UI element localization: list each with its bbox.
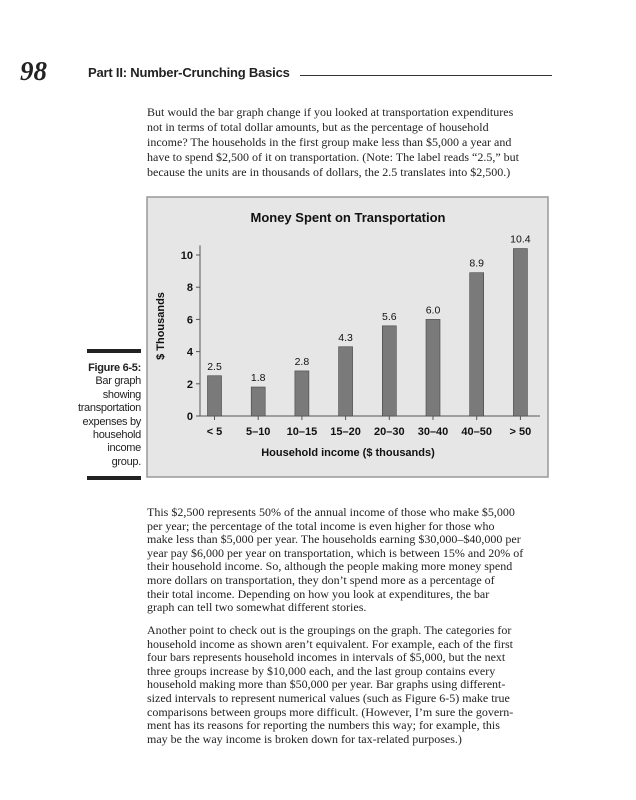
text-line: four bars represents household incomes in intervals of $5,000, but the next bbox=[147, 650, 506, 665]
text-line: comparisons between groups more difficult. (However, I’m sure the govern- bbox=[147, 704, 514, 719]
bar bbox=[339, 347, 353, 416]
y-tick-label: 8 bbox=[186, 282, 193, 295]
text-line: because the units are in thousands of dollars, the 2.5 translates into $2,500.) bbox=[147, 165, 511, 179]
caption-line: expenses by bbox=[82, 415, 141, 428]
y-axis-label: $ Thousands bbox=[155, 292, 167, 360]
bar bbox=[426, 319, 440, 416]
bar bbox=[382, 326, 396, 416]
data-label: 2.5 bbox=[207, 360, 222, 373]
text-line: But would the bar graph change if you looked at transportation expenditures bbox=[147, 105, 514, 119]
x-tick-label: < 5 bbox=[206, 426, 223, 438]
text-line: year pay $6,000 per year on transportation, which is between 15% and 20% of bbox=[147, 545, 524, 560]
page-number: 98 bbox=[20, 56, 47, 86]
part-title: Part II: Number-Crunching Basics bbox=[88, 65, 290, 80]
y-tick-label: 2 bbox=[186, 378, 193, 391]
data-label: 1.8 bbox=[250, 372, 266, 385]
chart-title: Money Spent on Transportation bbox=[250, 210, 446, 225]
text-line: household making more than $50,000 per year. Bar graphs using different- bbox=[147, 677, 506, 692]
text-line: household income as shown aren’t equivalent. For example, each of the first bbox=[147, 636, 514, 651]
text-line: Another point to check out is the groupings on the graph. The categories for bbox=[147, 623, 512, 637]
x-tick-label: 5–10 bbox=[245, 426, 271, 438]
bar bbox=[208, 376, 222, 416]
text-line: income? The households in the first group make less than $5,000 a year and bbox=[147, 135, 512, 149]
y-tick-label: 4 bbox=[186, 346, 193, 359]
text-line: sized intervals to represent numerical values (such as Figure 6-5) make true bbox=[147, 690, 510, 705]
data-label: 2.8 bbox=[294, 355, 310, 368]
bar bbox=[295, 371, 309, 416]
text-line: more dollars on transportation, they don’t spend more as a percentage of bbox=[147, 572, 495, 587]
text-line: ment has its reasons for reporting the numbers this way; for example, this bbox=[147, 718, 500, 733]
x-tick-label: 30–40 bbox=[417, 426, 449, 438]
text-line: their household income. So, although the people making more money spend bbox=[147, 559, 513, 574]
caption-line: showing bbox=[102, 388, 141, 401]
bar bbox=[470, 273, 484, 416]
y-tick-label: 0 bbox=[186, 411, 193, 423]
caption-line: household bbox=[92, 429, 141, 442]
caption-line: transportation bbox=[77, 402, 141, 415]
text-line: have to spend $2,500 of it on transportation. (Note: The label reads “2.5,” but bbox=[147, 150, 520, 164]
text-line: three groups increase by $10,000 each, and the last group contains every bbox=[147, 663, 496, 678]
caption-line: income bbox=[107, 442, 141, 455]
caption-line: group. bbox=[111, 455, 141, 468]
bar bbox=[251, 387, 265, 416]
data-label: 8.9 bbox=[469, 257, 485, 270]
data-label: 4.3 bbox=[338, 331, 353, 344]
text-line: make less than $5,000 per year. The households earning $30,000–$40,000 per bbox=[147, 532, 521, 547]
text-line: not in terms of total dollar amounts, but as the percentage of household bbox=[147, 120, 489, 134]
x-tick-label: 40–50 bbox=[461, 426, 492, 438]
x-axis-label: Household income ($ thousands) bbox=[261, 447, 435, 459]
text-line: may be the way income is broken down for tax-related purposes.) bbox=[147, 731, 462, 746]
x-tick-label: 10–15 bbox=[286, 426, 318, 438]
text-line: This $2,500 represents 50% of the annual income of those who make $5,000 bbox=[147, 505, 515, 519]
text-line: per year; the percentage of the total income is even higher for those who bbox=[147, 518, 495, 533]
y-tick-label: 10 bbox=[180, 250, 193, 262]
bar bbox=[513, 249, 527, 416]
y-tick-label: 6 bbox=[186, 314, 193, 327]
x-tick-label: 20–30 bbox=[374, 426, 405, 438]
data-label: 5.6 bbox=[381, 310, 397, 323]
x-tick-label: > 50 bbox=[509, 426, 532, 438]
x-tick-label: 15–20 bbox=[330, 426, 361, 438]
text-line: their total income. Depending on how you look at expenditures, the bar bbox=[147, 586, 490, 601]
caption-line: Bar graph bbox=[95, 375, 141, 388]
data-label: 6.0 bbox=[425, 304, 441, 317]
text-line: graph can tell two somewhat different stories. bbox=[147, 600, 367, 615]
data-label: 10.4 bbox=[510, 233, 531, 246]
figure-label: Figure 6-5: bbox=[88, 362, 141, 374]
